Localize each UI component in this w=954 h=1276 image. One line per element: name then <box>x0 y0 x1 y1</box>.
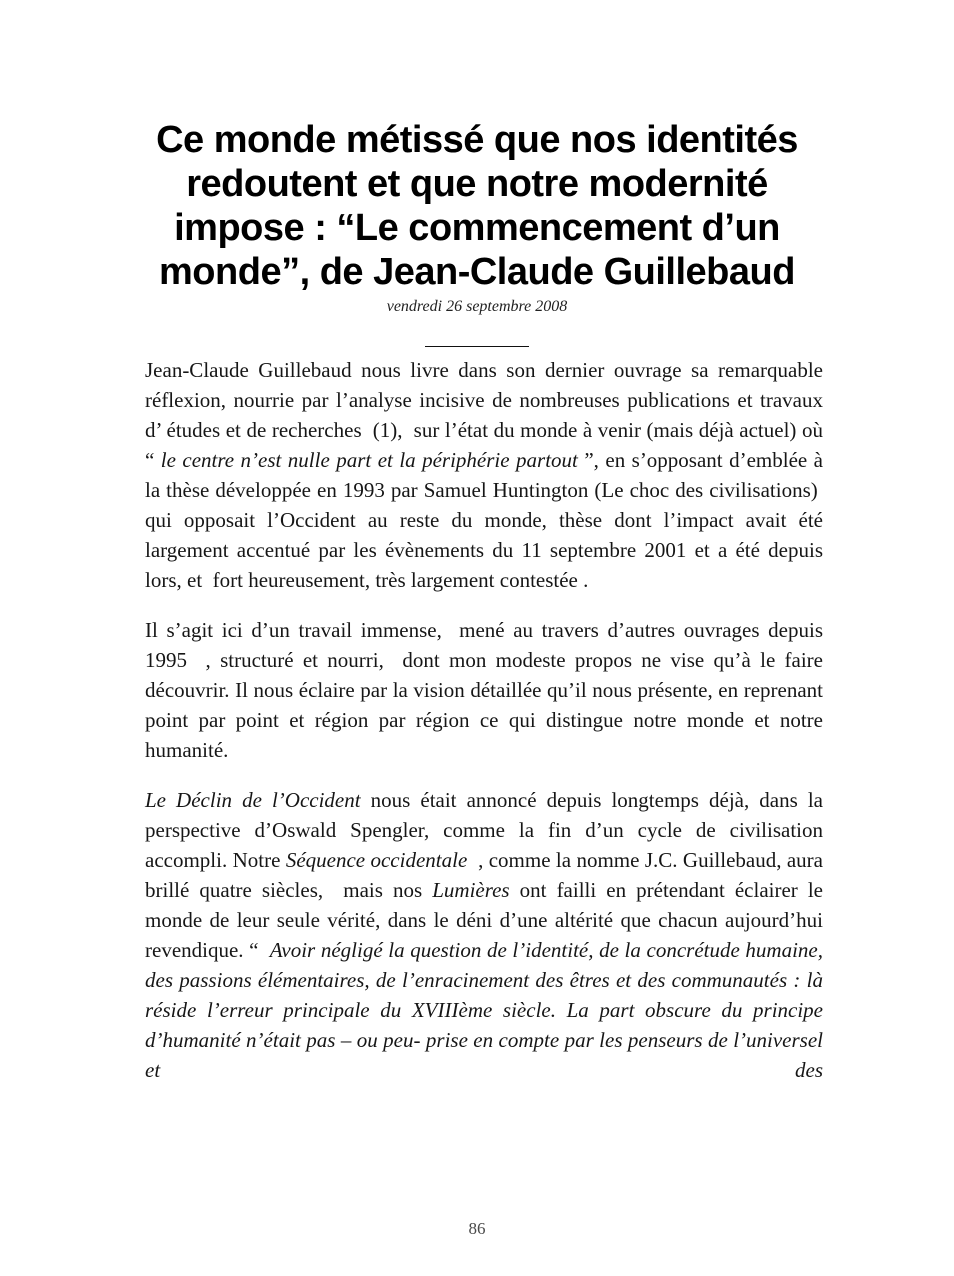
paragraph-segment: , comme la nomme J.C. Guillebaud, aura brillé quatre siècles, mais nos <box>145 848 823 902</box>
paragraph-italic-segment: Avoir négligé la question de l’identité, de la concrétude humaine, des passions élémentaires, de l’enracinement des êtres et des communautés : là réside l’erreur principale du XVIIIème siècle. La part obscure du principe d’humanité n’était pas – ou peu- prise en compte par les penseurs de l’universel et des <box>145 938 823 1082</box>
paragraph-segment: ont failli en prétendant éclairer le monde de leur seule vérité, dans le déni d’une altérité que chacun aujourd’hui revendique. “ <box>145 878 823 962</box>
title-line: impose : “Le commencement d’un <box>174 207 780 249</box>
paragraph-segment: Il s’agit ici d’un travail immense, mené au travers d’autres ouvrages depuis 1995 , structuré et nourri, dont mon modeste propos ne vise qu’à le faire découvrir. Il nous éclaire par la vision détaillée qu’il nous présente, en reprenant point par point et région par région ce qui distingue notre monde et notre humanité. <box>145 618 823 762</box>
article-date: vendredi 26 septembre 2008 <box>386 298 568 315</box>
paragraph-segment: ”, en s’opposant d’emblée à la thèse développée en 1993 par Samuel Huntington (Le choc des civilisations) qui opposait l’Occident au reste du monde, thèse dont l’impact avait été largement accentué par les évènements du 11 septembre 2001 et a été depuis lors, et fort heureusement, très largement contestée . <box>145 448 823 592</box>
title-line: monde”, de Jean-Claude Guillebaud <box>159 251 795 293</box>
page-number: 86 <box>468 1219 486 1238</box>
paragraph-segment: Jean-Claude Guillebaud nous livre dans son dernier ouvrage sa remarquable réflexion, nourrie par l’analyse incisive de nombreuses publications et travaux d’ études et de recherches (1), sur l’état du monde à venir (mais déjà actuel) où “ <box>145 358 823 472</box>
title-line: Ce monde métissé que nos identités <box>156 119 798 161</box>
paragraph-italic-segment: le centre n’est nulle part et la périphérie partout <box>160 448 578 472</box>
title-line: redoutent et que notre modernité <box>186 163 768 205</box>
paragraph-italic-segment: Lumières <box>432 878 510 902</box>
article-body <box>145 355 823 1085</box>
paragraph-segment: nous était annoncé depuis longtemps déjà, dans la perspective d’Oswald Spengler, comme la fin d’un cycle de civilisation accompli. Notre <box>145 788 824 872</box>
paragraph <box>145 355 823 595</box>
article-title <box>60 118 894 294</box>
paragraph-italic-segment: Séquence occidentale <box>285 848 468 872</box>
divider-rule <box>425 346 529 347</box>
paragraph-italic-segment: Le Déclin de l’Occident <box>145 788 361 812</box>
paragraph <box>145 615 823 765</box>
paragraph <box>145 785 823 1085</box>
